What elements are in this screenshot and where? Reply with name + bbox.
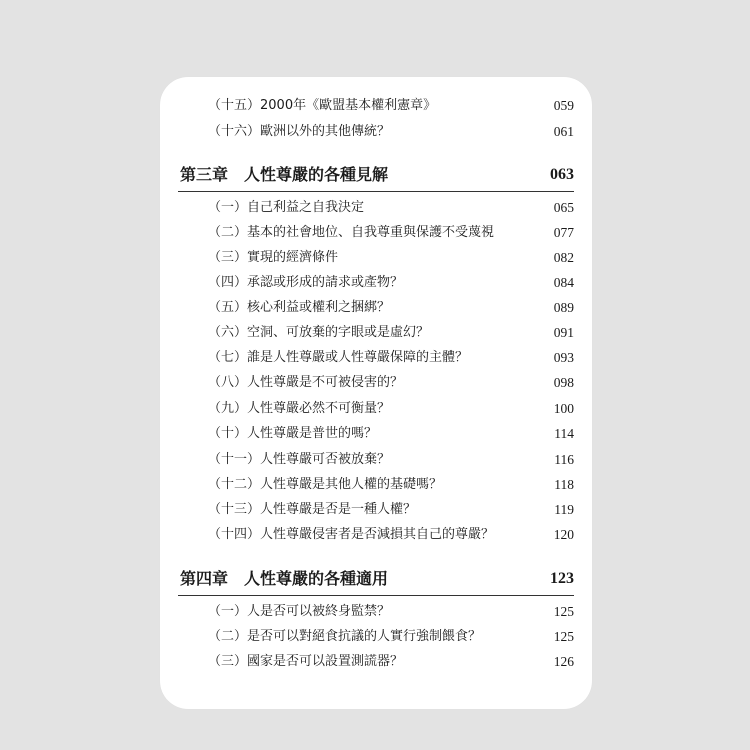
chapter-title: 第四章 人性尊嚴的各種適用 [180,569,389,588]
toc-entry[interactable] [160,499,592,521]
toc-entry-page: 100 [553,401,574,416]
toc-entry-page: 125 [553,629,574,644]
chapter-divider [178,191,574,192]
toc-entry[interactable] [160,272,592,294]
toc-entry[interactable] [160,524,592,546]
toc-entry-page: 093 [553,350,574,365]
toc-entry[interactable] [160,247,592,269]
toc-entry-title: （一）人是否可以被終身監禁？ [208,604,391,619]
toc-entry-title: （十四）人性尊嚴侵害者是否減損其自己的尊嚴？ [208,527,495,542]
chapter-page: 063 [550,166,574,183]
toc-entry-title: （十）人性尊嚴是普世的嗎？ [208,426,378,441]
toc-entry-page: 082 [553,250,574,265]
toc-entry-title: （七）誰是人性尊嚴或人性尊嚴保障的主體？ [208,350,469,365]
chapter-heading[interactable] [160,161,592,189]
toc-entry[interactable] [160,121,592,143]
toc-entry[interactable] [160,651,592,673]
toc-entry-page: 114 [554,426,574,441]
toc-entry-title: （十二）人性尊嚴是其他人權的基礎嗎？ [208,477,443,492]
toc-entry-page: 125 [553,604,574,619]
toc-entry-page: 077 [553,225,574,240]
toc-entry-page: 119 [554,502,574,517]
toc-entry[interactable] [160,197,592,219]
toc-entry-title: （二）基本的社會地位、自我尊重與保護不受蔑視 [208,225,495,240]
toc-entry-page: 120 [553,527,574,542]
toc-entry-title: （八）人性尊嚴是不可被侵害的？ [208,375,404,390]
toc-entry[interactable] [160,398,592,420]
toc-entry[interactable] [160,423,592,445]
toc-entry-page: 065 [553,200,574,215]
toc-entry-page: 116 [554,452,574,467]
toc-entry-page: 089 [553,300,574,315]
toc-entry-page: 118 [554,477,574,492]
toc-entry-page: 091 [553,325,574,340]
chapter-title: 第三章 人性尊嚴的各種見解 [180,165,389,184]
chapter-heading[interactable] [160,565,592,593]
toc-entry-title: （九）人性尊嚴必然不可衡量？ [208,401,391,416]
toc-entry-page: 126 [553,654,574,669]
toc-entry-title: （十一）人性尊嚴可否被放棄？ [208,452,391,467]
chapter-divider [178,595,574,596]
toc-entry[interactable] [160,297,592,319]
toc-entry[interactable] [160,626,592,648]
toc-entry-title: （四）承認或形成的請求或產物？ [208,275,404,290]
toc-entry[interactable] [160,322,592,344]
toc-entry[interactable] [160,474,592,496]
toc-entry-page: 084 [553,275,574,290]
toc-entry-page: 061 [553,124,574,139]
toc-entry-title: （三）國家是否可以設置測謊器？ [208,654,404,669]
toc-page [160,77,592,709]
toc-entry[interactable] [160,449,592,471]
toc-entry-title: （六）空洞、可放棄的字眼或是虛幻？ [208,325,430,340]
toc-entry[interactable] [160,95,592,117]
toc-entry[interactable] [160,601,592,623]
toc-entry-title: （二）是否可以對絕食抗議的人實行強制餵食？ [208,629,482,644]
chapter-page: 123 [550,570,574,587]
toc-entry-page: 098 [553,375,574,390]
toc-entry[interactable] [160,222,592,244]
toc-entry-title: （一）自己利益之自我決定 [208,200,365,215]
toc-entry[interactable] [160,347,592,369]
toc-entry-title: （三）實現的經濟條件 [208,250,339,265]
toc-entry-title: （十五）2000年《歐盟基本權利憲章》 [208,98,437,113]
toc-entry-title: （五）核心利益或權利之捆綁？ [208,300,391,315]
toc-entry-title: （十六）歐洲以外的其他傳統？ [208,124,391,139]
toc-entry-title: （十三）人性尊嚴是否是一種人權？ [208,502,417,517]
toc-entry-page: 059 [553,98,574,113]
toc-entry[interactable] [160,372,592,394]
